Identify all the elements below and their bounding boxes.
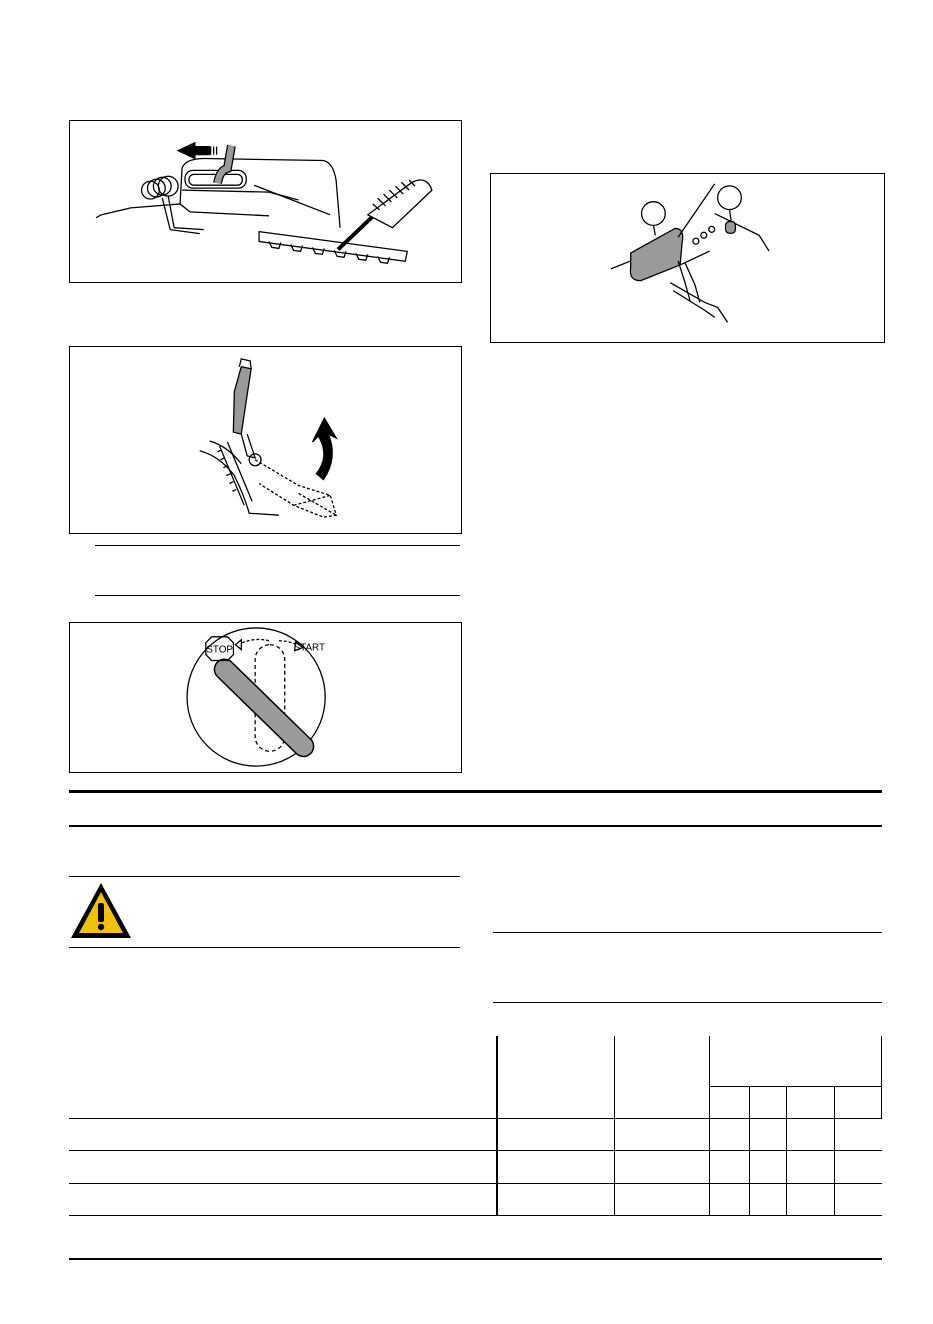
table-col-divider-1 <box>496 1036 498 1216</box>
callout-circle-1 <box>642 202 666 226</box>
brake-lever-illustration <box>70 347 461 533</box>
warning-rule-top <box>69 876 460 877</box>
table-col-divider-2 <box>614 1036 615 1216</box>
figure-pedal <box>490 173 885 343</box>
table-col-divider-3 <box>709 1036 710 1216</box>
right-note-rule-bottom <box>493 1002 882 1003</box>
table-col-divider-5 <box>786 1086 787 1216</box>
note-rule-top <box>95 545 460 546</box>
figure-brake-lever <box>69 346 462 534</box>
table-header-rule <box>69 1118 882 1119</box>
table-col-divider-6 <box>834 1086 835 1216</box>
note-rule-bottom <box>95 595 460 596</box>
switch-illustration <box>70 623 461 772</box>
section-rule-second <box>69 825 882 827</box>
callout-circle-2 <box>718 186 742 210</box>
right-note-rule-top <box>493 932 882 933</box>
levers-illustration <box>70 121 461 282</box>
table-col-divider-7 <box>881 1036 882 1118</box>
table-row-rule-1 <box>69 1150 882 1151</box>
warning-rule-bottom <box>69 947 460 948</box>
pedal-illustration <box>491 174 884 342</box>
switch-start-label: START <box>293 642 326 654</box>
table-col-divider-4 <box>749 1086 750 1216</box>
figure-levers <box>69 120 462 283</box>
table-row-rule-3 <box>69 1215 882 1216</box>
spec-table <box>69 1036 882 1216</box>
warning-icon-wrap <box>69 880 133 942</box>
table-row-rule-2 <box>69 1183 882 1184</box>
page-bottom-rule <box>69 1258 882 1260</box>
table-subheader-rule <box>709 1086 882 1087</box>
warning-triangle-icon <box>69 880 133 942</box>
switch-stop-label: STOP <box>206 644 233 656</box>
section-rule-top <box>69 790 882 793</box>
figure-stop-start-switch <box>69 622 462 773</box>
